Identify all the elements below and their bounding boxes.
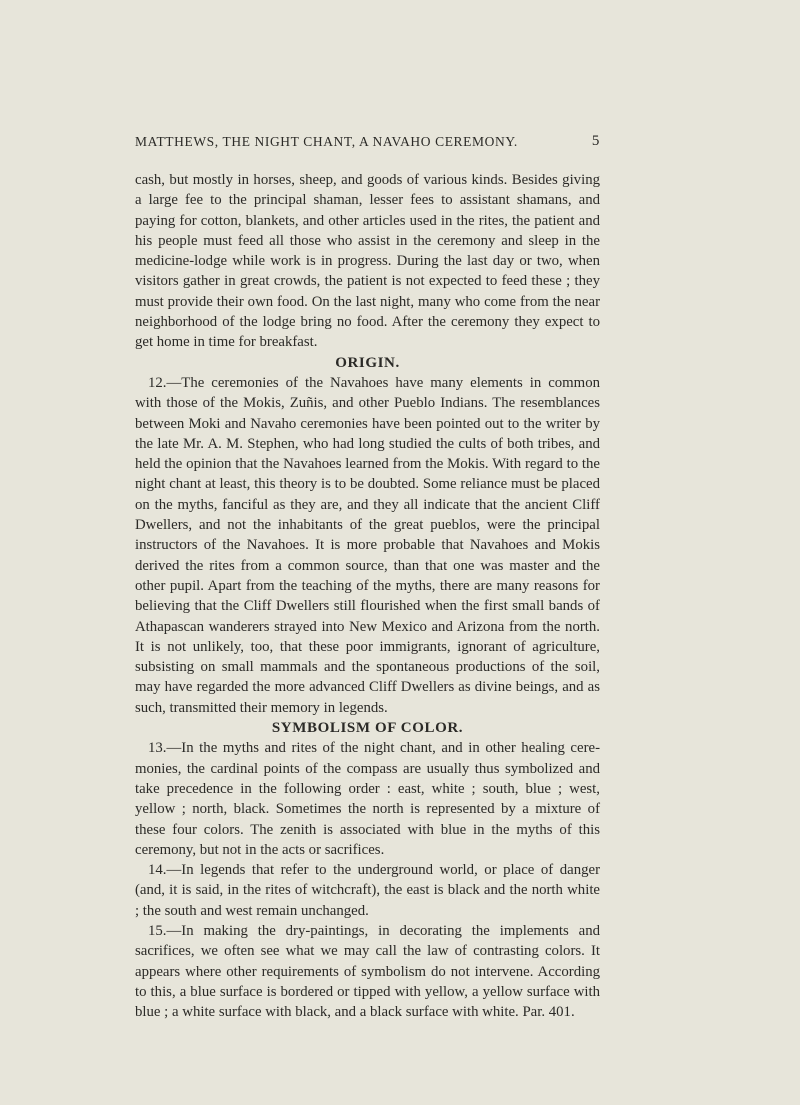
page-number: 5: [591, 133, 600, 149]
section-heading-symbolism-of-color: SYMBOLISM OF COLOR.: [271, 720, 464, 737]
body-text: [135, 170, 600, 1022]
paragraph-12: 12.—The ceremonies of the Navahoes have many elements in common with those of the Mokis, Zuñis, and other Pueblo Indians. The resemblances between Moki and Navaho ceremonies have been pointed out to the writer by the late Mr. A. M. Stephen, who had long studied the cults of both tribes, and held the opinion that the Navahoes learned from the Mokis. With regard to the night chant at least, this theory is to be doubted. Some reliance must be placed on the myths, fanciful as they are, and they all indicate that the ancient Cliff Dwellers, and not the inhabitants of the great pueblos, were the principal instructors of the Navahoes. It is more probable that Navahoes and Mokis derived the rites from a common source, than that one was master and the other pupil. Apart from the teaching of the myths, there are many reasons for believing that the Cliff Dwellers still flourished when the first small bands of Athapascan wanderers strayed into New Mexico and Arizona from the north. It is not unlikely, too, that these poor immigrants, ignorant of agriculture, subsisting on small mammals and the spontaneous productions of the soil, may have regarded the more advanced Cliff Dwellers as divine beings, and as such, transmitted their memory in legends.: [135, 374, 600, 716]
paragraph-15: 15.—In making the dry-paintings, in decorating the implements and sacrifices, we often see what we may call the law of contrasting colors. It appears where other requirements of symbolism do not intervene. According to this, a blue surface is bordered or tipped with yellow, a yellow surface with blue ; a white surface with black, and a black surface with white. Par. 401.: [135, 922, 600, 1021]
running-header: [135, 134, 600, 154]
section-heading-origin: ORIGIN.: [335, 354, 400, 371]
paragraph-continued: cash, but mostly in horses, sheep, and goods of various kinds. Besides giving a large fee to the principal shaman, lesser fees to assistant shamans, and paying for cotton, blankets, and other articles used in the rites, the patient and his people must feed all those who assist in the ceremony and sleep in the medicine-lodge while work is in progress. During the last day or two, when visitors gather in great crowds, the patient is not expected to feed these ; they must provide their own food. On the last night, many who come from the near neighborhood of the lodge bring no food. After the ceremony they expect to get home in time for breakfast.: [135, 172, 600, 351]
paragraph-14: 14.—In legends that refer to the underground world, or place of danger (and, it is said, in the rites of witchcraft), the east is black and the north white ; the south and west remain unchanged.: [135, 862, 600, 919]
paragraph-13: 13.—In the myths and rites of the night chant, and in other healing ceremonies, the cardinal points of the compass are usually thus symbolized and take precedence in the following order : east, white ; south, blue ; west, yellow ; north, black. Sometimes the north is represented by a mixture of these four colors. The zenith is associated with blue in the myths of this ceremony, but not in the acts or sacrifices.: [135, 740, 600, 858]
running-title: MATTHEWS, THE NIGHT CHANT, A NAVAHO CEREMONY.: [135, 134, 518, 149]
